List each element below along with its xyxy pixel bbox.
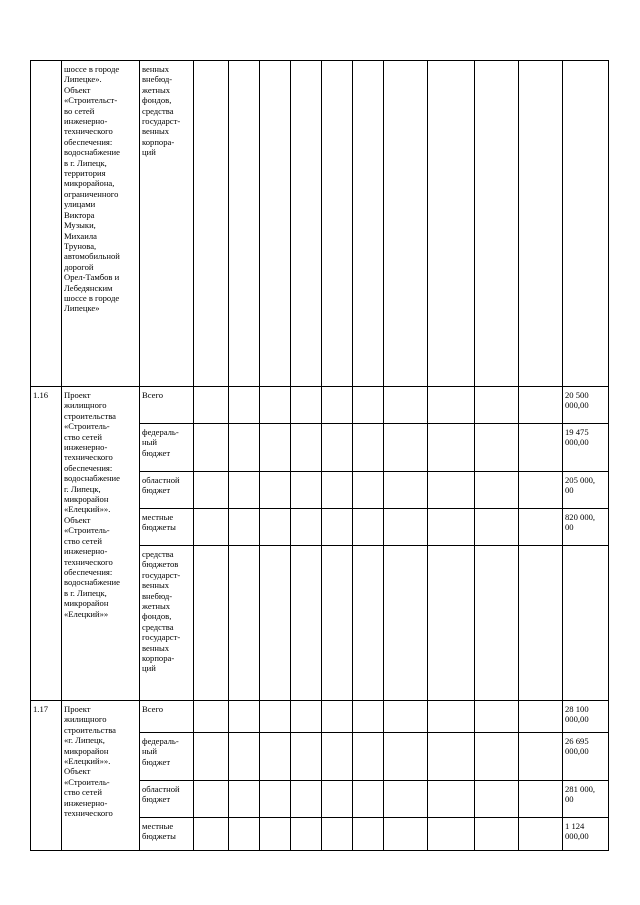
empty-cell [384,701,428,733]
empty-cell [260,546,291,701]
empty-cell [291,818,322,851]
empty-cell [260,61,291,387]
row-number-cell: 1.16 [31,387,62,701]
empty-cell [194,781,229,818]
empty-cell [475,818,519,851]
amount-cell: 281 000, 00 [563,781,609,818]
funding-source-cell: Всего [140,387,194,424]
empty-cell [322,424,353,472]
funding-source-cell: венных внебюд- жетных фондов, средства государст- венных корпора- ций [140,61,194,387]
empty-cell [519,387,563,424]
empty-cell [322,781,353,818]
funding-source-cell: местные бюджеты [140,509,194,546]
empty-cell [322,701,353,733]
empty-cell [519,472,563,509]
empty-cell [322,472,353,509]
amount-cell: 1 124 000,00 [563,818,609,851]
empty-cell [229,509,260,546]
table-row [31,701,609,733]
empty-cell [322,546,353,701]
amount-cell [563,546,609,701]
table-row [31,387,609,424]
empty-cell [291,781,322,818]
empty-cell [428,546,475,701]
empty-cell [291,509,322,546]
empty-cell [322,509,353,546]
empty-cell [353,781,384,818]
empty-cell [475,733,519,781]
empty-cell [260,781,291,818]
empty-cell [475,61,519,387]
empty-cell [384,733,428,781]
empty-cell [260,387,291,424]
project-name-cell: Проект жилищного строительства «Строитель- ство сетей инженерно- технического обеспечения: водоснабжение г. Липецк, микрорайон «Елецкий»». Объект «Строитель- ство сетей инженерно- технического обеспечения: водоснабжение в г. Липецк, микрорайон «Елецкий»» [62,387,140,701]
empty-cell [519,509,563,546]
empty-cell [353,546,384,701]
empty-cell [353,509,384,546]
empty-cell [194,472,229,509]
empty-cell [475,387,519,424]
empty-cell [353,733,384,781]
empty-cell [353,61,384,387]
empty-cell [475,424,519,472]
empty-cell [194,387,229,424]
funding-source-cell: местные бюджеты [140,818,194,851]
budget-table [30,60,609,851]
empty-cell [519,781,563,818]
empty-cell [229,424,260,472]
empty-cell [519,701,563,733]
table-row [31,61,609,387]
empty-cell [353,387,384,424]
empty-cell [322,387,353,424]
amount-cell: 20 500 000,00 [563,387,609,424]
funding-source-cell: областной бюджет [140,781,194,818]
empty-cell [428,781,475,818]
empty-cell [353,472,384,509]
empty-cell [384,61,428,387]
empty-cell [353,818,384,851]
empty-cell [291,387,322,424]
empty-cell [428,61,475,387]
empty-cell [384,781,428,818]
empty-cell [229,546,260,701]
empty-cell [260,733,291,781]
empty-cell [291,61,322,387]
funding-source-cell: федераль- ный бюджет [140,424,194,472]
empty-cell [194,61,229,387]
row-number-cell [31,61,62,387]
amount-cell: 19 475 000,00 [563,424,609,472]
empty-cell [519,546,563,701]
amount-cell: 820 000, 00 [563,509,609,546]
empty-cell [428,818,475,851]
empty-cell [384,509,428,546]
empty-cell [322,733,353,781]
empty-cell [229,781,260,818]
empty-cell [194,733,229,781]
project-name-cell: Проект жилищного строительства «г. Липецк, микрорайон «Елецкий»». Объект «Строитель- ство сетей инженерно- технического [62,701,140,851]
empty-cell [322,818,353,851]
empty-cell [291,733,322,781]
empty-cell [384,424,428,472]
empty-cell [229,733,260,781]
amount-cell: 28 100 000,00 [563,701,609,733]
empty-cell [194,701,229,733]
funding-source-cell: федераль- ный бюджет [140,733,194,781]
empty-cell [229,387,260,424]
empty-cell [229,472,260,509]
empty-cell [475,701,519,733]
amount-cell [563,61,609,387]
empty-cell [428,424,475,472]
empty-cell [428,701,475,733]
empty-cell [229,818,260,851]
empty-cell [353,424,384,472]
empty-cell [353,701,384,733]
table-body [31,61,609,851]
empty-cell [384,818,428,851]
empty-cell [291,546,322,701]
empty-cell [260,701,291,733]
empty-cell [475,546,519,701]
empty-cell [519,733,563,781]
row-number-cell: 1.17 [31,701,62,851]
empty-cell [428,509,475,546]
empty-cell [475,472,519,509]
project-name-cell: шоссе в городе Липецке». Объект «Строительст- во сетей инженерно- технического обеспечения: водоснабжение в г. Липецк, территория микрорайона, ограниченного улицами Виктора Музыки, Михаила Трунова, автомобильной дорогой Орел-Тамбов и Лебедянским шоссе в городе Липецке» [62,61,140,387]
empty-cell [260,509,291,546]
empty-cell [519,818,563,851]
empty-cell [428,387,475,424]
funding-source-cell: областной бюджет [140,472,194,509]
empty-cell [384,546,428,701]
empty-cell [194,509,229,546]
amount-cell: 26 695 000,00 [563,733,609,781]
empty-cell [475,781,519,818]
empty-cell [291,424,322,472]
empty-cell [428,472,475,509]
empty-cell [194,818,229,851]
amount-cell: 205 000, 00 [563,472,609,509]
empty-cell [291,701,322,733]
empty-cell [291,472,322,509]
empty-cell [194,546,229,701]
empty-cell [194,424,229,472]
empty-cell [229,61,260,387]
empty-cell [519,61,563,387]
funding-source-cell: Всего [140,701,194,733]
empty-cell [519,424,563,472]
empty-cell [428,733,475,781]
empty-cell [260,818,291,851]
empty-cell [475,509,519,546]
empty-cell [322,61,353,387]
empty-cell [384,387,428,424]
empty-cell [260,472,291,509]
funding-source-cell: средства бюджетов государст- венных внебюд- жетных фондов, средства государст- венных корпора- ций [140,546,194,701]
empty-cell [229,701,260,733]
empty-cell [260,424,291,472]
empty-cell [384,472,428,509]
